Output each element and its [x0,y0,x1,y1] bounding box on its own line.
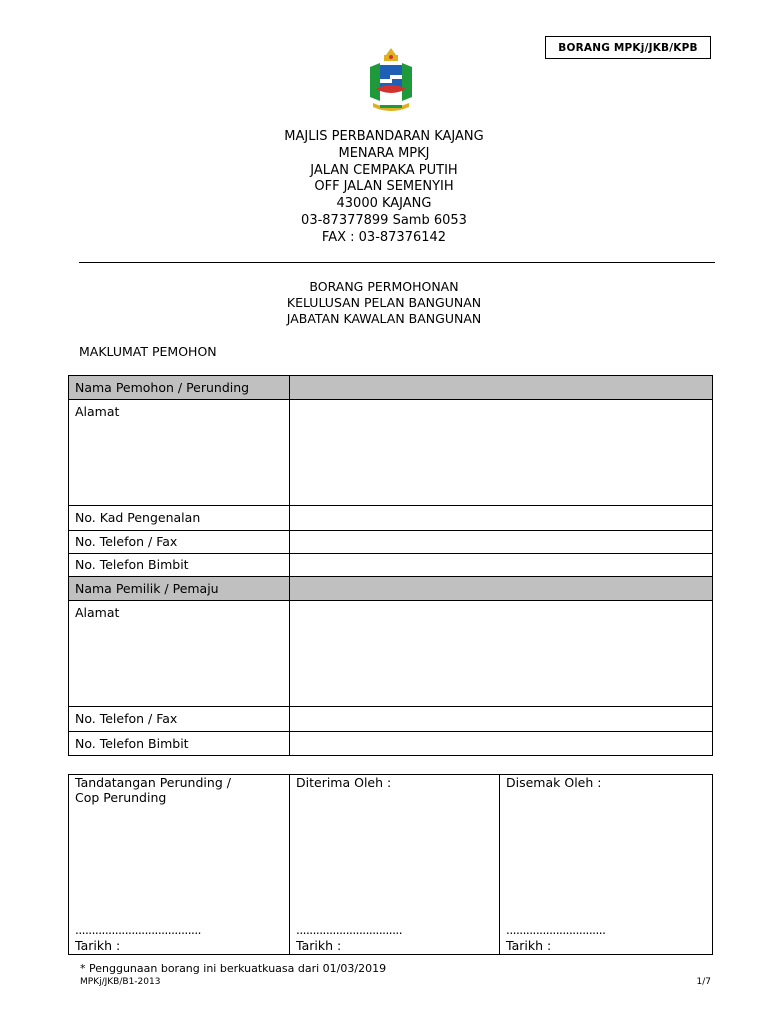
table-row [69,554,713,577]
table-row [69,531,713,554]
owner-phone-fax-field[interactable] [290,707,713,732]
owner-name-field[interactable] [290,577,713,601]
owner-mobile-field[interactable] [290,732,713,756]
signature-table [68,774,713,955]
org-street2: OFF JALAN SEMENYIH [314,179,454,195]
title-line-2: KELULUSAN PELAN BANGUNAN [286,295,482,310]
table-row [69,707,713,732]
org-name: MAJLIS PERBANDARAN KAJANG [284,129,484,144]
organization-address [0,129,768,247]
org-fax: FAX : 03-87376142 [321,229,447,245]
received-by-box[interactable] [290,775,500,955]
table-row [69,400,713,506]
consultant-date-label: Tarikh : [75,938,121,953]
org-street: JALAN CEMPAKA PUTIH [310,162,458,178]
received-by-signature-line: ................................ [296,923,403,937]
applicant-mobile-label: No. Telefon Bimbit [69,554,290,577]
applicant-info-table [68,375,713,756]
mpkj-crest-icon [364,45,418,121]
checked-by-box[interactable] [500,775,713,955]
applicant-name-label: Nama Pemohon / Perunding [69,376,290,400]
table-row [69,775,713,955]
org-postcode: 43000 KAJANG [336,196,432,212]
owner-phone-fax-label: No. Telefon / Fax [69,707,290,732]
owner-mobile-label: No. Telefon Bimbit [69,732,290,756]
section-heading: MAKLUMAT PEMOHON [79,344,217,359]
owner-name-label: Nama Pemilik / Pemaju [69,577,290,601]
received-by-label: Diterima Oleh : [296,775,392,790]
title-line-3: JABATAN KAWALAN BANGUNAN [286,311,482,326]
applicant-ic-label: No. Kad Pengenalan [69,506,290,531]
validity-note: * Penggunaan borang ini berkuatkuasa dari 01/03/2019 [80,962,387,975]
applicant-phone-fax-field[interactable] [290,531,713,554]
applicant-mobile-field[interactable] [290,554,713,577]
applicant-name-field[interactable] [290,376,713,400]
consultant-signature-label-2: Cop Perunding [75,790,167,805]
applicant-address-label: Alamat [69,400,290,506]
form-code-box: BORANG MPKj/JKB/KPB [545,36,711,59]
page-number: 1/7 [696,977,711,987]
document-reference: MPKj/JKB/B1-2013 [80,977,161,987]
table-row [69,376,713,400]
divider [79,262,715,263]
org-building: MENARA MPKJ [338,145,430,161]
consultant-signature-label-1: Tandatangan Perunding / [75,775,231,790]
table-row [69,506,713,531]
consultant-signature-box[interactable] [69,775,290,955]
table-row [69,601,713,707]
applicant-phone-fax-label: No. Telefon / Fax [69,531,290,554]
applicant-address-field[interactable] [290,400,713,506]
consultant-signature-line: ...................................... [75,923,201,937]
table-row [69,732,713,756]
received-date-label: Tarikh : [296,938,342,953]
checked-date-label: Tarikh : [506,938,552,953]
applicant-ic-field[interactable] [290,506,713,531]
owner-address-field[interactable] [290,601,713,707]
checked-by-label: Disemak Oleh : [506,775,602,790]
org-phone: 03-87377899 Samb 6053 [301,212,467,228]
checked-by-signature-line: .............................. [506,923,606,937]
table-row [69,577,713,601]
owner-address-label: Alamat [69,601,290,707]
title-line-1: BORANG PERMOHONAN [309,279,459,294]
form-title [0,279,768,327]
